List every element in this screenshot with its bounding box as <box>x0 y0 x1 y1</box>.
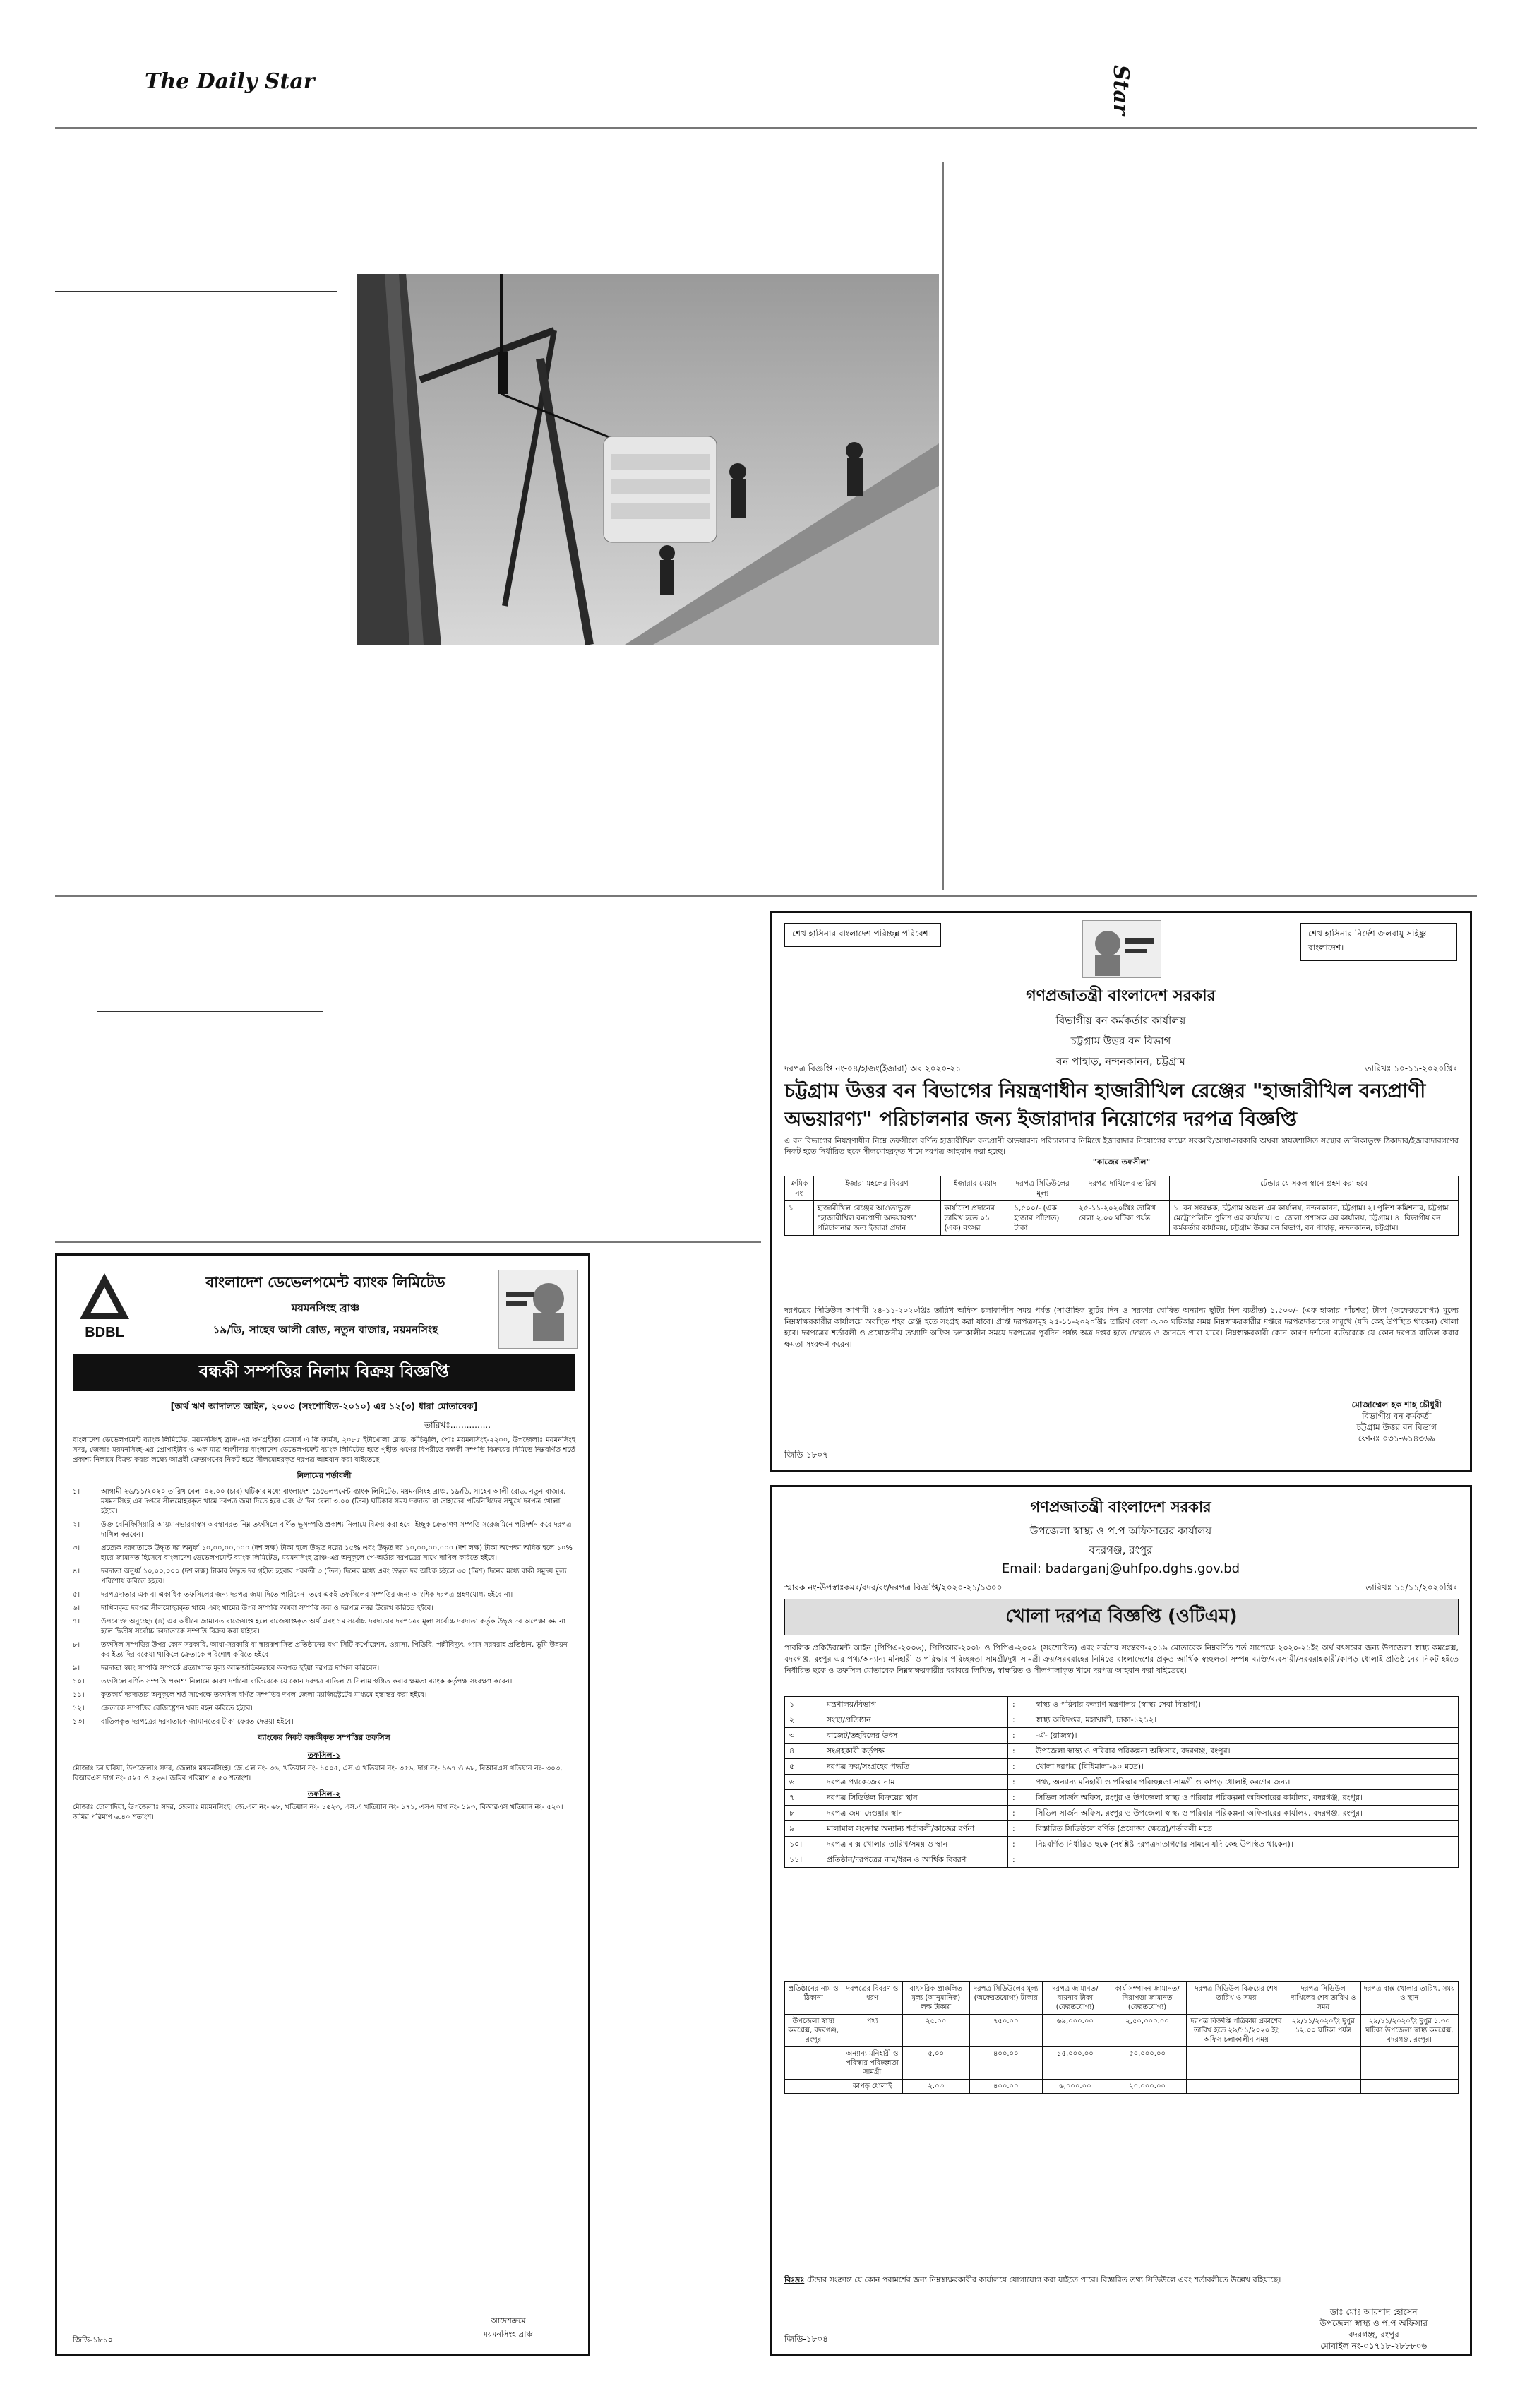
health-info-row <box>785 1775 1459 1790</box>
health-intro: পাবলিক প্রকিউরমেন্ট আইন (পিপিএ-২০০৬), পিপিআর-২০০৮ ও পিপিএ-২০০৯ (সংশোধিত) এবং সর্বশেষ সংস্করণ-২০১৯ মোতাবেক নিম্নবর্ণিত শর্ত সাপেক্ষে ২০২০-২১ইং অর্থ বৎসরের জন্য উপজেলা স্বাস্থ্য কমপ্লেক্স, বদরগঞ্জ, রংপুর এর পথ্য/অন্যান্য মনিহারী ও পরিস্কার পরিচ্ছন্নতা সামগ্রী/দুগ্ধ সামগ্রী ক্রয়/সরবরাহের নিমিত্তে বাংলাদেশের প্রকৃত আর্থিক স্বচ্ছলতা সম্পন্ন ব্যক্তি/ব্যবসায়ী/সরবরাহকারী/কাপড় ধোলাই প্রতিষ্ঠানের নিকট হইতে নির্ধারিত ছকে ও তফসিল মোতাবেক নিম্নস্বাক্ষরকারীর বরাবরে লিখিত, স্বাক্ষরিত ও সীলগালাকৃত খামে দরপত্র আহবান করা যাইতেছে। <box>784 1643 1459 1675</box>
package-table-cell: দরপত্র বিজ্ঞপ্তি পত্রিকায় প্রকাশের তারিখ হতে ২৯/১১/২০২০ ইং অফিস চলাকালীন সময় <box>1186 2015 1286 2047</box>
forest-office: বিভাগীয় বন কর্মকর্তার কার্যালয় <box>1055 1014 1186 1027</box>
term-text: দরদাতা অনুর্ধ্ব ১০,০০,০০০ (দশ লক্ষ) টাকার উদ্ধৃত দর গৃহীত হইবার পরবর্তী ৩ (তিন) দিনের মধ্যে এবং উদ্ধৃত দর অধিক হইলে ৩০ (ত্রিশ) দিনের মধ্যে বাকী সমুদয় মূল্য পরিশোধ করিতে হইবে। <box>101 1568 567 1585</box>
package-table-cell: ৫.০০ <box>902 2047 969 2080</box>
health-info-row <box>785 1852 1459 1868</box>
bdbl-header <box>142 1271 509 1340</box>
right-slogan-box: শেখ হাসিনার নির্দেশ জলবায়ু সহিষ্ণু বাংলাদেশ। <box>1300 923 1457 961</box>
health-info-cell: : <box>1008 1728 1031 1744</box>
news-photo <box>357 274 939 645</box>
health-info-cell: ২। <box>785 1712 822 1728</box>
forest-sign-name: মোজাম্মেল হক শাহ চৌধুরী <box>1351 1400 1442 1409</box>
package-table-cell: পথ্য <box>842 2015 902 2047</box>
left-slogan-box: শেখ হাসিনার বাংলাদেশ পরিচ্ছন্ন পরিবেশ। <box>784 923 941 947</box>
health-info-cell: ৫। <box>785 1759 822 1775</box>
package-table-cell: ২৯/১১/২০২০ইং দুপুর ১.৩০ ঘটিকা উপজেলা স্বাস্থ্য কমপ্লেক্স, বদরগঞ্জ, রংপুর। <box>1360 2015 1458 2047</box>
term-text: দরদাতা স্বয়ং সম্পত্তি সম্পর্কে প্রত্যাখ্যাত মূল্য আন্তর্জাতিকভাবে অবগত হইয়া দরপত্র দাখিল করিবেন। <box>101 1664 380 1672</box>
schedule-2-text: মৌজাঃ ঢোলাদিয়া, উপজেলাঃ সদর, জেলাঃ ময়মনসিংহ। জে.এল নং- ৬৮, খতিয়ান নং- ১৫২৩, এস.এ খতিয়ান নং- ১৭১, এসএ দাগ নং- ১৯৩, বিআরএস খতিয়ান নং- ৫২০। জমির পরিমাণ ৬.৪০ শতাংশ। <box>73 1804 563 1821</box>
health-sign-title: উপজেলা স্বাস্থ্য ও প.প অফিসার <box>1319 2318 1428 2328</box>
term-item <box>73 1604 575 1614</box>
package-table-header: বাৎসরিক প্রাক্কলিত মূল্য (আনুমানিক) লক্ষ টাকায় <box>902 1982 969 2015</box>
bdbl-signature <box>484 2315 533 2342</box>
health-info-cell: পথ্য, অন্যান্য মনিহারী ও পরিস্কার পরিচ্ছন্নতা সামগ্রী ও কাপড় ধোলাই করণের জন্য। <box>1031 1775 1459 1790</box>
forest-gov: গণপ্রজাতন্ত্রী বাংলাদেশ সরকার <box>1026 987 1216 1005</box>
auction-intro: বাংলাদেশ ডেভেলপমেন্ট ব্যাংক লিমিটেড, ময়মনসিংহ ব্রাঞ্চ-এর ঋণগ্রহীতা মেসার্স এ কি ফার্মস, ২০৮৫ ইটাখোলা রোড, কাঁচিঝুলি, পোঃ ময়মনসিংহ-২২০০, উপজেলাঃ ময়মনসিংহ সদর, জেলাঃ ময়মনসিংহ-এর প্রোপাইটার ও এক মাত্র অংশীদার বাংলাদেশ ডেভেলপমেন্ট ব্যাংক লিমিটেড হতে গৃহীত ঋণের বিপরীতে বন্ধকী সম্পত্তি বিক্রয়ের নিমিত্তে নিম্নবর্ণিত শর্তে প্রকাশ্য নিলামে বিক্রয় করার লক্ষ্যে আগ্রহী ক্রেতাগণের নিকট হতে সীলমোহরকৃত দরপত্র আহবান করা যাইতেছে। <box>73 1436 575 1464</box>
term-number: ৮। <box>73 1641 80 1649</box>
health-info-cell: ৭। <box>785 1790 822 1806</box>
health-info-cell: ৬। <box>785 1775 822 1790</box>
term-text: বাতিলকৃত দরপত্রের দরদাতাকে জামানতের টাকা ফেরত দেওয়া হইবে। <box>101 1718 294 1726</box>
term-text: ক্রেতাকে সম্পত্তির রেজিষ্ট্রেশন খরচ বহন করিতে হইবে। <box>101 1705 253 1712</box>
health-info-cell: ১০। <box>785 1837 822 1852</box>
term-text: তফসিল সম্পত্তির উপর কোন সরকারি, আধা-সরকারি বা স্বায়ত্বশাসিত প্রতিষ্ঠানের যথা সিটি কর্পোরেশন, ওয়াসা, পিডিবি, পল্লীবিদ্যুৎ, গ্যাস সরবরাহ প্রতিষ্ঠান, ভূমি উন্নয়ন কর ইত্যাদির বকেয়া থাকিলে ক্রেতাকে পরিশোধ করিতে হইবে। <box>101 1641 568 1659</box>
package-table-cell: ২৯/১১/২০২০ইং দুপুর ১২.০০ ঘটিকা পর্যন্ত <box>1286 2015 1360 2047</box>
health-info-cell: দরপত্র ক্রয়/সংগ্রহের পদ্ধতি <box>822 1759 1008 1775</box>
health-info-cell: : <box>1008 1821 1031 1837</box>
top-rule <box>55 127 1477 129</box>
term-item <box>73 1617 575 1637</box>
package-table-header: দরপত্র সিডিউল বিক্রয়ের শেষ তারিখ ও সময় <box>1186 1982 1286 2015</box>
health-info-cell: স্বাস্থ্য ও পরিবার কল্যাণ মন্ত্রণালয় (স্বাস্থ্য সেবা বিভাগ)। <box>1031 1697 1459 1712</box>
health-info-cell: ৪। <box>785 1744 822 1759</box>
term-number: ১১। <box>73 1691 85 1699</box>
forest-table-header: ইজারা মহলের বিবরণ <box>813 1176 940 1201</box>
bdbl-logo-text: BDBL <box>85 1325 124 1340</box>
term-text: প্রত্যেক দরদাতাকে উদ্ধৃত দর অনুর্ধ্ব ১০,০০,০০,০০০ (দশ লক্ষ) টাকা হলে উদ্ধৃত দরের ১৫% এবং উদ্ধৃত দর ১০,০০,০০,০০০ (দশ লক্ষ) টাকা অপেক্ষা অধিক হলে ১০% হারে জামানত হিসেবে বাংলাদেশ ডেভেলপমেন্ট ব্যাংক লিমিটেড, ময়মনসিংহ ব্রাঞ্চ-এর অনুকূলে পে-অর্ডার দরপত্রের সাথে দাখিল করিতে হইবে। <box>101 1544 573 1562</box>
package-table-cell <box>785 2080 842 2094</box>
health-info-cell: খোলা দরপত্র (বিধিমালা-৯০ মতে)। <box>1031 1759 1459 1775</box>
bdbl-footer <box>73 2316 575 2347</box>
term-item <box>73 1717 575 1727</box>
health-gov: গণপ্রজাতন্ত্রী বাংলাদেশ সরকার <box>1030 1498 1211 1515</box>
package-table-cell <box>785 2047 842 2080</box>
auction-subtitle: [অর্থ ঋণ আদালত আইন, ২০০৩ (সংশোধিত-২০১০) এর ১২(৩) ধারা মোতাবেক] <box>170 1402 478 1412</box>
health-info-row <box>785 1697 1459 1712</box>
package-table-header: দরপত্র সিডিউল দাখিলের শেষ তারিখ ও সময় <box>1286 1982 1360 2015</box>
term-number: ৫। <box>73 1591 80 1599</box>
forest-table-cell: ১ <box>785 1201 814 1236</box>
package-table-cell: ৫০,০০০.০০ <box>1108 2047 1187 2080</box>
bdbl-sign-title: আদেশক্রমে <box>491 2316 526 2325</box>
term-number: ১০। <box>73 1678 85 1686</box>
package-table-header: দরপত্রের বিবরণ ও ধরণ <box>842 1982 902 2015</box>
package-table-cell <box>1360 2047 1458 2080</box>
forest-table-header: দরপত্র সিডিউলের মূল্য <box>1010 1176 1075 1201</box>
health-info-cell: : <box>1008 1790 1031 1806</box>
term-item <box>73 1677 575 1687</box>
health-info-table <box>784 1696 1459 1868</box>
package-table-header: দরপত্র বাক্স খোলার তারিখ, সময় ও স্থান <box>1360 1982 1458 2015</box>
health-info-cell: দরপত্র জমা দেওয়ার স্থান <box>822 1806 1008 1821</box>
forest-sign-phone: ফোনঃ ০৩১-৬১৪৩৬৯ <box>1358 1434 1435 1443</box>
package-table-cell: ২০,০০০.০০ <box>1108 2080 1187 2094</box>
term-number: ৪। <box>73 1568 80 1575</box>
terms-heading: নিলামের শর্তাবলী <box>297 1471 352 1480</box>
health-info-cell: : <box>1008 1775 1031 1790</box>
health-sign-phone: মোবাইল নং-০১৭১৮-২৮৮৮০৬ <box>1320 2341 1428 2351</box>
health-info-cell: : <box>1008 1697 1031 1712</box>
package-table-cell: ১৫,০০০.০০ <box>1042 2047 1108 2080</box>
forest-body: দরপত্রের সিডিউল আগামী ২৪-১১-২০২০খ্রিঃ তারিখ অফিস চলাকালীন সময় পর্যন্ত (সাপ্তাহিক ছুটির দিন ও সরকার ঘোষিত অন্যান্য ছুটির দিন ব্যতীত) ১,৫০০/- (এক হাজার পাঁচশত) টাকা (অফেরতযোগ্য) মূল্যে নিম্নস্বাক্ষরকারীর কার্যালয়ে অবস্থিত শহর রেঞ্জ হতে সংগ্রহ করা যাবে। প্রাপ্ত দরপত্রসমূহ ২৫-১১-২০২০খ্রিঃ তারিখ বেলা ৩.৩০ ঘটিকার সময় নিম্নস্বাক্ষরকারীর দপ্তরে দরপত্রদাতাদের সম্মুখে (যদি কেহ উপস্থিত থাকেন) খোলা হবে। দরপত্রের শর্তাবলী ও প্রয়োজনীয় তথ্যাদি অফিস চলাকালীন সময়ে দরপত্রের পূর্বদিন পর্যন্ত অত্র দপ্তর হতে দেখতে ও জানতে পারা যাবে। নিম্নস্বাক্ষরকারী কোন কারণ দর্শানো ব্যতিরেকে যে কোন দরপত্র বাতিল করার ক্ষমতা সংরক্ষণ করেন। <box>784 1306 1459 1349</box>
health-header <box>772 1496 1470 1576</box>
schedule-heading: ব্যাংকের নিকট বন্ধকীকৃত সম্পত্তির তফসিল <box>258 1733 390 1742</box>
term-item <box>73 1590 575 1600</box>
term-text: কুতকার্য দরদাতার অনুকূলে শর্ত সাপেক্ষে তফসিল বর্ণিত সম্পত্তির দখল জেলা ম্যাজিস্ট্রেটের মাধ্যমে হস্তান্তর করা হইবে। <box>101 1691 427 1699</box>
health-info-row <box>785 1712 1459 1728</box>
term-number: ৩। <box>73 1544 80 1552</box>
bdbl-auction-ad <box>55 1253 590 2356</box>
masthead-right: Star <box>1108 65 1133 115</box>
term-item <box>73 1704 575 1714</box>
term-text: তফসিলে বর্ণিত সম্পত্তি প্রকাশ্য নিলামে কারণ দর্শানো ব্যতিরেকে যে কোন দরপত্র বাতিল ও নিলাম স্থগিত করার ক্ষমতা ব্যাংক কর্তৃপক্ষ সংরক্ষণ করেন। <box>101 1678 513 1686</box>
health-info-row <box>785 1744 1459 1759</box>
health-banner: খোলা দরপত্র বিজ্ঞপ্তি (ওটিএম) <box>784 1599 1459 1635</box>
health-info-cell: মালামাল সংক্রান্ত অন্যান্য শর্তাবলী/কাজের বর্ণনা <box>822 1821 1008 1837</box>
health-info-cell: ৩। <box>785 1728 822 1744</box>
health-note-label: বিঃদ্রঃ <box>784 2275 805 2284</box>
forest-table-caption: "কাজের তফসীল" <box>1092 1157 1151 1167</box>
health-info-cell: উপজেলা স্বাস্থ্য ও পরিবার পরিকল্পনা অফিসার, বদরগঞ্জ, রংপুর। <box>1031 1744 1459 1759</box>
package-table-cell: ২.০৩ <box>902 2080 969 2094</box>
forest-signature <box>1351 1399 1442 1444</box>
term-text: দরপত্রদাতার এক বা একাধিক তফসিলের জন্য দরপত্র জমা দিতে পারিবেন। তবে একই তফসিলের সম্পত্তির জন্য আংশিক দরপত্র গ্রহণযোগ্য হইবে না। <box>101 1591 513 1599</box>
health-info-cell: বাজেট/তহবিলের উৎস <box>822 1728 1008 1744</box>
schedule-1-text: মৌজাঃ চর ঘরিয়া, উপজেলাঃ সদর, জেলাঃ ময়মনসিংহ। জে.এল নং- ৩৬, খতিয়ান নং- ১০০৫, এস.এ খতিয়ান নং- ৩৫৬, দাগ নং- ১৬৭ ও ৬৮, বিআরএস খতিয়ান নং- ৩০৩, বিআরএস দাগ নং- ৫২৫ ও ৫২৬। জমির পরিমাণ ৫.৫০ শতাংশ। <box>73 1765 563 1782</box>
schedule-section <box>73 1732 575 1823</box>
term-item <box>73 1664 575 1674</box>
health-info-cell: : <box>1008 1837 1031 1852</box>
term-item <box>73 1487 575 1517</box>
health-info-cell: : <box>1008 1744 1031 1759</box>
auction-date-label: তারিখঃ............... <box>424 1420 491 1430</box>
section-rule-1 <box>55 895 1477 897</box>
forest-title: চট্টগ্রাম উত্তর বন বিভাগের নিয়ন্ত্রণাধীন হাজারীখিল রেঞ্জের "হাজারীখিল বন্যপ্রাণী অভয়ারণ্য" পরিচালনার জন্য ইজারাদার নিয়োগের দরপত্র বিজ্ঞপ্তি <box>784 1079 1426 1131</box>
forest-date: তারিখঃ ১০-১১-২০২০খ্রিঃ <box>1365 1063 1457 1073</box>
health-info-cell <box>1031 1852 1459 1868</box>
bdbl-logo <box>73 1270 136 1347</box>
term-item <box>73 1520 575 1540</box>
schedule-2-title: তফসিল-২ <box>307 1789 341 1799</box>
auction-banner: বন্ধকী সম্পত্তির নিলাম বিক্রয় বিজ্ঞপ্তি <box>73 1354 575 1391</box>
health-ad-code: জিডি-১৮০৪ <box>784 2334 828 2344</box>
health-info-cell: দরপত্র বাক্স খোলার তারিখ/সময় ও স্থান <box>822 1837 1008 1852</box>
cargo-unloading-image <box>357 274 939 645</box>
health-info-row <box>785 1806 1459 1821</box>
forest-division: চট্টগ্রাম উত্তর বন বিভাগ <box>1070 1035 1171 1047</box>
term-text: আগামী ২৬/১১/২০২০ তারিখ বেলা ০২.০০ (চার) ঘটিকার মধ্যে বাংলাদেশ ডেভেলপমেন্ট ব্যাংক লিমিটেড, ময়মনসিংহ ব্রাঞ্চ, ১৯/ডি, সাহেব আলী রোড, নতুন বাজার, ময়মনসিংহ এর দপ্তরে সীলমোহরকৃত খামে দরপত্র জমা দিতে হবে এবং ঐ দিন বেলা ৩.০০ (তিন) ঘটিকার সময় দরদাতা বা তাহাদের প্রতিনিধিদের সম্মুখে দরপত্র খোলা হইবে। <box>101 1488 566 1515</box>
health-tender-ad <box>770 1485 1472 2356</box>
forest-tender-ad <box>770 911 1472 1472</box>
forest-sign-title: বিভাগীয় বন কর্মকর্তা <box>1362 1411 1432 1421</box>
package-table-cell: ৬,০০০.০০ <box>1042 2080 1108 2094</box>
package-table-cell: ২,৫০,০০০.০০ <box>1108 2015 1187 2047</box>
term-number: ২। <box>73 1521 80 1529</box>
health-info-cell: স্বাস্থ্য অধিদপ্তর, মহাখালী, ঢাকা-১২১২। <box>1031 1712 1459 1728</box>
health-office: উপজেলা স্বাস্থ্য ও প.প অফিসারের কার্যালয় <box>1029 1525 1212 1537</box>
forest-table-header: ইজারার মেয়াদ <box>940 1176 1010 1201</box>
term-text: উপরোক্ত অনুচ্ছেদ (৪) এর অধীনে জামানত বাজেয়াপ্ত হলে বাজেয়াপ্তকৃত অর্থ এবং ১ম সর্বোচ্চ দরদাতার দরপত্রের মূল্য সর্বোচ্চ দরদাতা কর্তৃক উদ্বৃত্ত দর অপেক্ষা কম না হলে দ্বিতীয় সর্বোচ্চ দরদাতাকে সম্পত্তি বিক্রয় করা যাইবে। <box>101 1618 565 1635</box>
package-table-cell: ৬৯,০০০.০০ <box>1042 2015 1108 2047</box>
terms-list <box>73 1487 575 1727</box>
health-info-cell: : <box>1008 1806 1031 1821</box>
forest-work-table <box>784 1176 1459 1236</box>
bdbl-ad-code: জিডি-১৮১০ <box>73 2335 113 2344</box>
forest-address: বন পাহাড়, নন্দনকানন, চট্টগ্রাম <box>1056 1055 1185 1068</box>
package-table-cell: অন্যান্য মনিহারী ও পরিস্কার পরিচ্ছন্নতা সামগ্রী <box>842 2047 902 2080</box>
health-info-cell: ৯। <box>785 1821 822 1837</box>
forest-ad-code: জিডি-১৮০৭ <box>784 1450 828 1460</box>
auction-body <box>73 1436 575 1823</box>
branch-name: ময়মনসিংহ ব্রাঞ্চ <box>291 1301 360 1314</box>
term-number: ৬। <box>73 1604 80 1612</box>
forest-table-cell: ১। বন সংরক্ষক, চট্টগ্রাম অঞ্চল এর কার্যালয়, নন্দনকানন, চট্টগ্রাম। ২। পুলিশ কমিশনার, চট্টগ্রাম মেট্রোপলিটন পুলিশ এর কার্যালয়। ৩। জেলা প্রশাসক এর কার্যালয়, চট্টগ্রাম। ৪। বিভাগীয় বন কর্মকর্তার কার্যালয়, চট্টগ্রাম উত্তর বন বিভাগ, বন পাহাড়, নন্দনকানন, চট্টগ্রাম। <box>1170 1201 1459 1236</box>
forest-table-header: দরপত্র দাখিলের তারিখ <box>1075 1176 1170 1201</box>
package-table-row <box>785 2015 1459 2047</box>
health-note-text: টেন্ডার সংক্রান্ত যে কোন পরামর্শের জন্য নিম্নস্বাক্ষরকারীর কার্যালয়ে যোগাযোগ করা যাইতে পারে। বিস্তারিত তথ্য সিডিউলে এবং শর্তাবলীতে উল্লেখ রহিয়াছে। <box>806 2275 1281 2284</box>
bank-name: বাংলাদেশ ডেভেলপমেন্ট ব্যাংক লিমিটেড <box>205 1274 445 1291</box>
term-text: দাখিলকৃত দরপত্র সীলমোহরকৃত খামে এবং খামের উপর সম্পত্তি অথবা সম্পত্তি ক্রয় ও দরপত্র নম্বর উল্লেখ করিতে হইবে। <box>101 1604 433 1612</box>
package-table-cell <box>1186 2047 1286 2080</box>
section-rule-2 <box>55 1241 761 1243</box>
health-info-cell: ১। <box>785 1697 822 1712</box>
forest-intro <box>784 1136 1459 1167</box>
package-table-header: কার্য সম্পাদন জামানত/নিরাপত্তা জামানত (ফেরতযোগ্য) <box>1108 1982 1187 2015</box>
package-table-cell: কাপড় ধোলাই <box>842 2080 902 2094</box>
health-info-cell: দরপত্র সিডিউল বিক্রয়ের স্থান <box>822 1790 1008 1806</box>
forest-intro-text: এ বন বিভাগের নিয়ন্ত্রণাধীন নিম্নে তফসীলে বর্ণিত হাজারীখিল বন্যপ্রাণী অভয়ারণ্য পরিচালনার নিমিত্তে ইজারাদার নিয়োগের লক্ষ্যে সরকারি/আধা-সরকারি অথবা স্বায়ত্তশাসিত সংস্থার তালিকাভুক্ত ঠিকাদার/ইজারাদারগণের নিকট হতে নির্ধারিত ছকে সীলমোহরকৃত খামে দরপত্র আহবান করা হচ্ছে। <box>784 1136 1459 1156</box>
health-info-row <box>785 1821 1459 1837</box>
package-table-header: দরপত্র জামানত/বায়নার টাকা (ফেরতযোগ্য) <box>1042 1982 1108 2015</box>
health-info-cell: ৮। <box>785 1806 822 1821</box>
term-item <box>73 1567 575 1587</box>
forest-table-cell: ১,৫০০/- (এক হাজার পাঁচশত) টাকা <box>1010 1201 1075 1236</box>
forest-table-header: টেন্ডার যে সকল স্থানে গ্রহণ করা হবে <box>1170 1176 1459 1201</box>
health-info-cell: সংগ্রহকারী কর্তৃপক্ষ <box>822 1744 1008 1759</box>
package-table-cell: ৪০০.০০ <box>969 2047 1042 2080</box>
bank-address: ১৯/ডি, সাহেব আলী রোড, নতুন বাজার, ময়মনসিংহ <box>213 1323 438 1336</box>
term-item <box>73 1640 575 1660</box>
health-info-row <box>785 1790 1459 1806</box>
package-table-row <box>785 2080 1459 2094</box>
forest-table-cell: কার্যাদেশ প্রদানের তারিখ হতে ০১ (এক) বৎসর <box>940 1201 1010 1236</box>
health-info-cell: : <box>1008 1759 1031 1775</box>
term-number: ১। <box>73 1488 80 1496</box>
forest-table-cell: ২৫-১১-২০২০খ্রিঃ তারিখ বেলা ২.০০ ঘটিকা পর্যন্ত <box>1075 1201 1170 1236</box>
term-item <box>73 1544 575 1563</box>
term-number: ৯। <box>73 1664 80 1672</box>
health-note <box>784 2275 1459 2286</box>
package-table-header: প্রতিষ্ঠানের নাম ও ঠিকানা <box>785 1982 842 2015</box>
mujib-centenary-logo <box>498 1270 578 1349</box>
package-table-cell: ৪০০.০০ <box>969 2080 1042 2094</box>
health-place: বদরগঞ্জ, রংপুর <box>1089 1544 1153 1556</box>
forest-table-cell: হাজারীখিল রেঞ্জের আওতাভুক্ত "হাজারীখিল বন্যপ্রাণী অভয়ারণ্য" পরিচালনার জন্য ইজারা প্রদান <box>813 1201 940 1236</box>
bdbl-sign-branch: ময়মনসিংহ ব্রাঞ্চ <box>483 2330 533 2339</box>
health-info-cell: : <box>1008 1852 1031 1868</box>
health-info-cell: মন্ত্রণালয়/বিভাগ <box>822 1697 1008 1712</box>
health-info-cell: : <box>1008 1712 1031 1728</box>
health-info-cell: বিস্তারিত সিডিউলে বর্ণিত (প্রযোজ্য ক্ষেত্রে)/শর্তাবলী মতে। <box>1031 1821 1459 1837</box>
health-email: Email: badarganj@uhfpo.dghs.gov.bd <box>1001 1561 1240 1576</box>
package-table-cell <box>1286 2080 1360 2094</box>
package-table-cell <box>1360 2080 1458 2094</box>
health-info-cell: ১১। <box>785 1852 822 1868</box>
term-number: ৭। <box>73 1618 80 1626</box>
mujib-centenary-logo <box>1082 920 1161 978</box>
health-sign-name: ডাঃ মোঃ আরশাদ হোসেন <box>1329 2307 1418 2317</box>
health-sign-place: বদরগঞ্জ, রংপুর <box>1348 2330 1399 2340</box>
term-number: ১২। <box>73 1705 85 1712</box>
column-rule <box>942 162 944 890</box>
package-table-row <box>785 2047 1459 2080</box>
schedule-1-title: তফসিল-১ <box>307 1751 341 1760</box>
forest-sign-division: চট্টগ্রাম উত্তর বন বিভাগ <box>1356 1422 1437 1432</box>
health-memo: স্মারক নং-উপস্বাঃকমঃ/বদর/রং/দরপত্র বিজ্ঞপ্তি/২০২০-২১/১৩০০ <box>784 1583 1003 1592</box>
health-info-cell: সংস্থা/প্রতিষ্ঠান <box>822 1712 1008 1728</box>
short-rule-2 <box>97 1011 323 1012</box>
package-table-cell: ২৫.০০ <box>902 2015 969 2047</box>
forest-ref: দরপত্র বিজ্ঞপ্তি নং-০৪/হাজং(ইজারা) অব ২০২০-২১ <box>784 1063 962 1073</box>
health-info-cell: সিভিল সার্জন অফিস, রংপুর ও উপজেলা স্বাস্থ্য ও পরিবার পরিকল্পনা অফিসারের কার্যালয়, বদরগঞ্জ, রংপুর। <box>1031 1806 1459 1821</box>
masthead-left: The Daily Star <box>145 69 315 94</box>
health-info-row <box>785 1759 1459 1775</box>
health-date: তারিখঃ ১১/১১/২০২০খ্রিঃ <box>1365 1583 1457 1592</box>
package-table-cell: ৭৫০.০০ <box>969 2015 1042 2047</box>
package-table-header: দরপত্র সিডিউলের মূল্য (অফেরতযোগ্য) টাকায় <box>969 1982 1042 2015</box>
health-package-table <box>784 1981 1459 2094</box>
forest-table-header: ক্রমিক নং <box>785 1176 814 1201</box>
health-signature <box>1320 2306 1428 2352</box>
term-item <box>73 1691 575 1700</box>
package-table-cell: উপজেলা স্বাস্থ্য কমপ্লেক্স, বদরগঞ্জ, রংপুর <box>785 2015 842 2047</box>
forest-header <box>772 984 1470 1071</box>
health-info-row <box>785 1728 1459 1744</box>
health-info-cell: প্রতিষ্ঠান/দরপত্রের নাম/ধরন ও আর্থিক বিবরণ <box>822 1852 1008 1868</box>
term-text: উক্ত বেনিফিসিয়ারি আয়মানভারবাস্বস অবস্থানরত নিম্ন তফসিলে বর্ণিত ভূসম্পত্তি প্রকাশ্য নিলামে বিক্রয় করা হবে। ইচ্ছুক ক্রেতাগণ সম্পত্তি সরেজমিনে পরিদর্শন করে দরপত্র দাখিল করবেন। <box>101 1521 572 1539</box>
health-info-cell: সিভিল সার্জন অফিস, রংপুর ও উপজেলা স্বাস্থ্য ও পরিবার পরিকল্পনা অফিসারের কার্যালয়, বদরগঞ্জ, রংপুর। <box>1031 1790 1459 1806</box>
health-info-cell: -ঐ- (রাজস্ব)। <box>1031 1728 1459 1744</box>
short-rule-1 <box>55 291 337 292</box>
package-table-cell <box>1286 2047 1360 2080</box>
health-info-row <box>785 1837 1459 1852</box>
health-info-cell: দরপত্র প্যাকেজের নাম <box>822 1775 1008 1790</box>
package-table-cell <box>1186 2080 1286 2094</box>
term-number: ১৩। <box>73 1718 85 1726</box>
health-info-cell: নিম্নবর্ণিত নির্ধারিত ছকে (সংশ্লিষ্ট দরপত্রদাতাগণের সামনে যদি কেহ উপস্থিত থাকেন)। <box>1031 1837 1459 1852</box>
